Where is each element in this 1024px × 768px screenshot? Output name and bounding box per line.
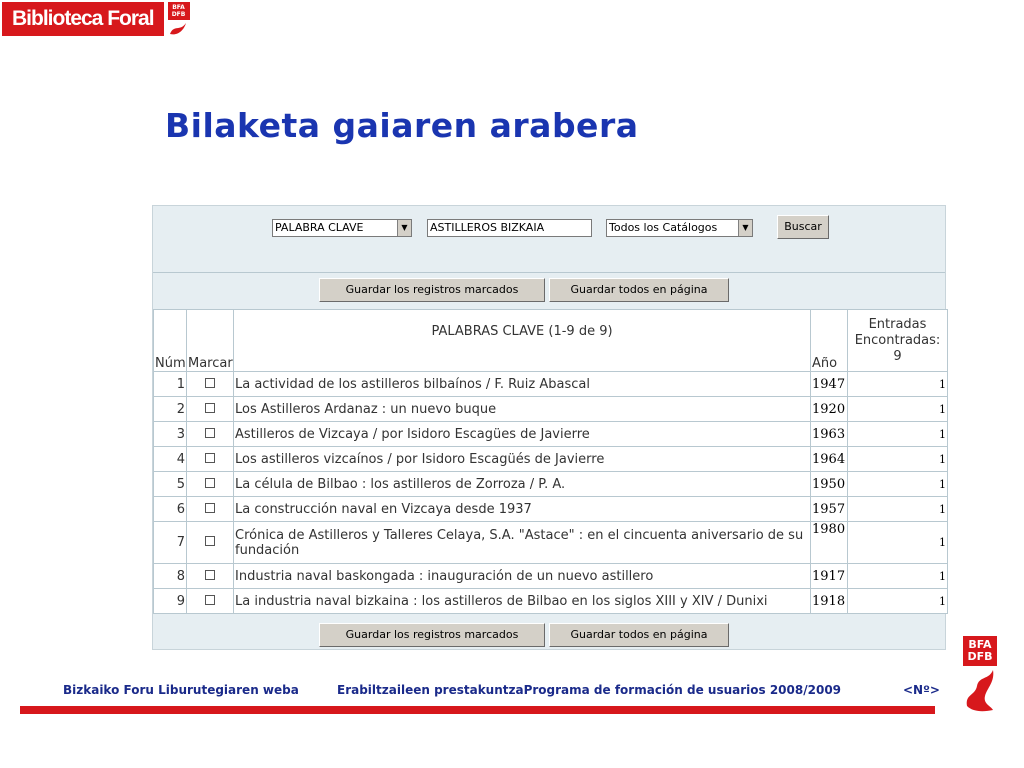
row-count: 1 (848, 472, 948, 497)
checkbox-icon[interactable] (205, 428, 215, 438)
row-year: 1917 (811, 564, 848, 589)
row-title-link[interactable]: La célula de Bilbao : los astilleros de Zorroza / P. A. (234, 472, 811, 497)
row-year: 1963 (811, 422, 848, 447)
save-marked-button[interactable]: Guardar los registros marcados (319, 623, 545, 647)
row-year: 1947 (811, 372, 848, 397)
row-title-link[interactable]: Industria naval baskongada : inauguración de un nuevo astillero (234, 564, 811, 589)
table-row (154, 564, 948, 589)
row-title-link[interactable]: La construcción naval en Vizcaya desde 1937 (234, 497, 811, 522)
footer-left-text: Bizkaiko Foru Liburutegiaren weba (63, 683, 299, 697)
row-checkbox[interactable] (187, 447, 234, 472)
row-checkbox[interactable] (187, 472, 234, 497)
row-title-link[interactable]: Astilleros de Vizcaya / por Isidoro Escagües de Javierre (234, 422, 811, 447)
mark-bfa: BFA (172, 4, 185, 11)
row-title-link[interactable]: La actividad de los astilleros bilbaínos / F. Ruiz Abascal (234, 372, 811, 397)
row-checkbox[interactable] (187, 497, 234, 522)
search-field-select[interactable] (272, 219, 412, 237)
row-count: 1 (848, 372, 948, 397)
checkbox-icon[interactable] (205, 503, 215, 513)
checkbox-icon[interactable] (205, 378, 215, 388)
slide-number: <Nº> (903, 683, 940, 697)
row-num: 9 (154, 589, 187, 614)
catalog-value: Todos los Catálogos (609, 221, 718, 234)
checkbox-icon[interactable] (205, 403, 215, 413)
row-num: 3 (154, 422, 187, 447)
search-button[interactable]: Buscar (777, 215, 829, 239)
checkbox-icon[interactable] (205, 570, 215, 580)
checkbox-icon[interactable] (205, 536, 215, 546)
dragon-icon (168, 20, 190, 36)
row-title-link[interactable]: Los Astilleros Ardanaz : un nuevo buque (234, 397, 811, 422)
row-count: 1 (848, 589, 948, 614)
entries-count: 9 (893, 348, 902, 364)
row-checkbox[interactable] (187, 397, 234, 422)
search-query-value: ASTILLEROS BIZKAIA (430, 221, 545, 234)
row-checkbox[interactable] (187, 564, 234, 589)
col-num-header: Núm (154, 310, 187, 372)
bfa-mark-small (168, 2, 194, 36)
row-year: 1964 (811, 447, 848, 472)
footer-bar (20, 706, 935, 714)
row-year: 1950 (811, 472, 848, 497)
row-num: 5 (154, 472, 187, 497)
row-checkbox[interactable] (187, 372, 234, 397)
catalog-select[interactable] (606, 219, 753, 237)
divider (153, 272, 945, 273)
row-checkbox[interactable] (187, 522, 234, 564)
save-actions-bottom (153, 621, 945, 651)
save-marked-button[interactable]: Guardar los registros marcados (319, 278, 545, 302)
bfa-dfb-logo (963, 636, 997, 716)
row-checkbox[interactable] (187, 589, 234, 614)
mark-dfb: DFB (171, 11, 186, 18)
table-header (154, 310, 948, 372)
row-num: 1 (154, 372, 187, 397)
row-year: 1918 (811, 589, 848, 614)
entries-label-1: Entradas (868, 316, 927, 332)
dragon-icon (963, 666, 997, 712)
row-title-link[interactable]: La industria naval bizkaina : los astilleros de Bilbao en los siglos XIII y XIV / Dunixi (234, 589, 811, 614)
search-bar (153, 206, 945, 272)
logo-text: Biblioteca Foral (2, 2, 164, 36)
search-field-value: PALABRA CLAVE (275, 221, 364, 234)
row-year: 1920 (811, 397, 848, 422)
checkbox-icon[interactable] (205, 453, 215, 463)
checkbox-icon[interactable] (205, 595, 215, 605)
dfb-text: DFB (967, 650, 993, 663)
save-actions-top (153, 276, 945, 306)
chevron-down-icon[interactable]: ▼ (738, 220, 752, 236)
row-year: 1957 (811, 497, 848, 522)
search-input[interactable] (427, 219, 592, 237)
catalog-screenshot (152, 205, 946, 650)
footer-middle-text: Erabiltzaileen prestakuntzaPrograma de formación de usuarios 2008/2009 (337, 683, 842, 697)
bfa-text: BFA (968, 638, 992, 651)
row-year: 1980 (811, 522, 848, 564)
row-checkbox[interactable] (187, 422, 234, 447)
table-row (154, 422, 948, 447)
results-table (153, 309, 948, 614)
table-row (154, 397, 948, 422)
col-mark-header: Marcar (187, 310, 234, 372)
table-row (154, 497, 948, 522)
row-num: 8 (154, 564, 187, 589)
table-row (154, 589, 948, 614)
save-all-button[interactable]: Guardar todos en página (549, 623, 729, 647)
row-title-link[interactable]: Los astilleros vizcaínos / por Isidoro Escagüés de Javierre (234, 447, 811, 472)
table-row (154, 372, 948, 397)
table-row (154, 522, 948, 564)
row-count: 1 (848, 522, 948, 564)
col-entries-header (848, 310, 948, 372)
save-all-button[interactable]: Guardar todos en página (549, 278, 729, 302)
chevron-down-icon[interactable]: ▼ (397, 220, 411, 236)
checkbox-icon[interactable] (205, 478, 215, 488)
row-count: 1 (848, 564, 948, 589)
row-num: 7 (154, 522, 187, 564)
row-num: 2 (154, 397, 187, 422)
col-title-header[interactable]: PALABRAS CLAVE (1-9 de 9) (234, 310, 811, 372)
row-count: 1 (848, 447, 948, 472)
page-title: Bilaketa gaiaren arabera (165, 106, 639, 145)
row-num: 6 (154, 497, 187, 522)
row-count: 1 (848, 422, 948, 447)
row-count: 1 (848, 497, 948, 522)
table-row (154, 472, 948, 497)
biblioteca-foral-logo (2, 2, 194, 36)
col-year-header[interactable]: Año (811, 310, 848, 372)
table-row (154, 447, 948, 472)
row-title-link[interactable]: Crónica de Astilleros y Talleres Celaya, S.A. "Astace" : en el cincuenta aniversario de su fundación (234, 522, 811, 564)
row-count: 1 (848, 397, 948, 422)
entries-label-2: Encontradas: (854, 332, 941, 348)
row-num: 4 (154, 447, 187, 472)
